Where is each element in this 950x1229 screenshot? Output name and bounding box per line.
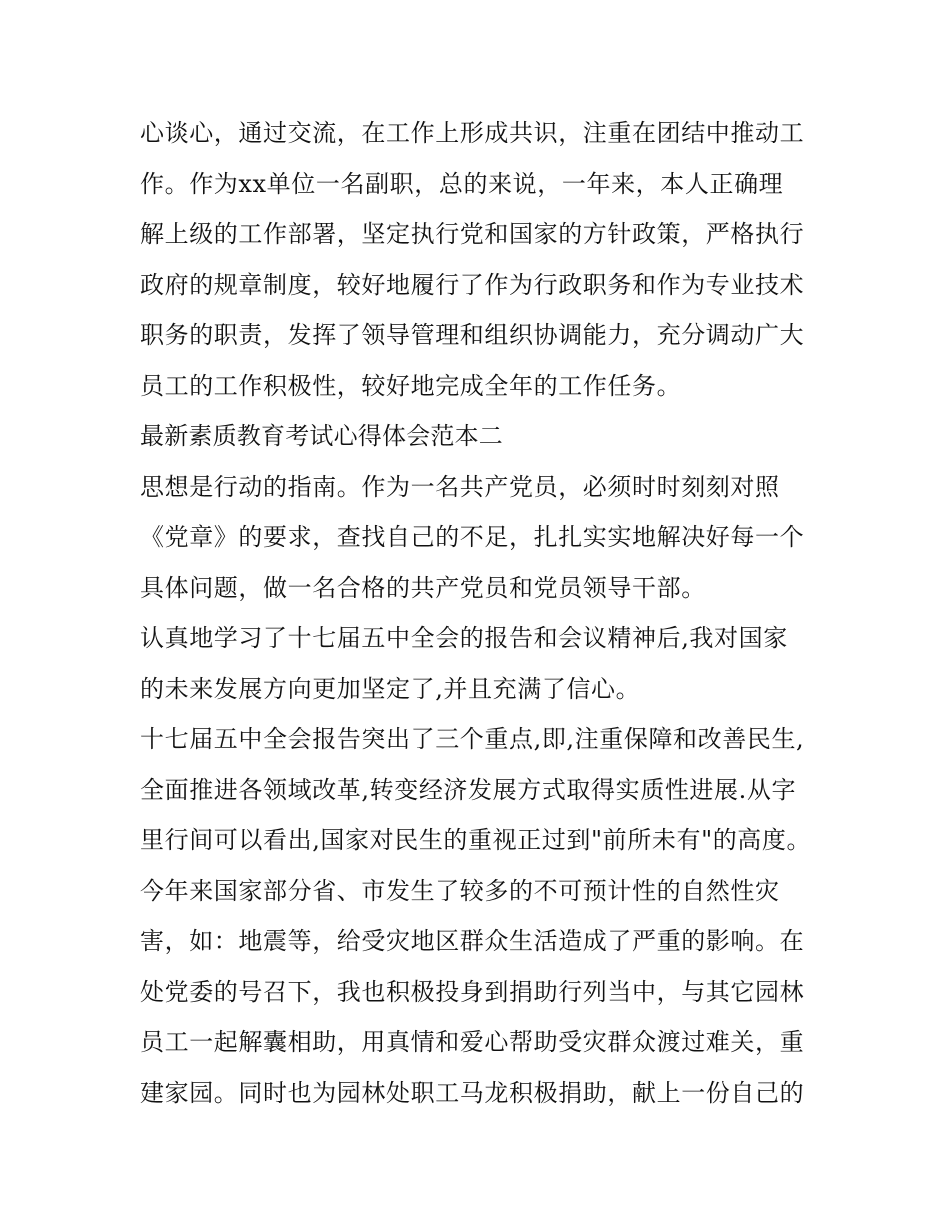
document-body bbox=[140, 108, 820, 1118]
text-line: 《党章》的要求，查找自己的不足，扎扎实实地解决好每一个 bbox=[140, 523, 805, 551]
section-heading: 最新素质教育考试心得体会范本二 bbox=[140, 422, 503, 450]
text-line: 处党委的号召下，我也积极投身到捐助行列当中，与其它园林 bbox=[140, 977, 805, 1006]
text-line: 害，如：地震等，给受灾地区群众生活造成了严重的影响。在 bbox=[140, 927, 805, 955]
text-line: 心谈心，通过交流，在工作上形成共识，注重在团结中推动工 bbox=[140, 119, 805, 147]
text-line: 思想是行动的指南。作为一名共产党员，必须时时刻刻对照 bbox=[140, 472, 780, 501]
text-line: 作。作为xx单位一名副职，总的来说，一年来，本人正确理 bbox=[140, 169, 784, 198]
text-line: 全面推进各领域改革,转变经济发展方式取得实质性进展.从字 bbox=[140, 775, 797, 804]
text-line: 认真地学习了十七届五中全会的报告和会议精神后,我对国家 bbox=[140, 624, 788, 652]
text-line: 今年来国家部分省、市发生了较多的不可预计性的自然性灾 bbox=[140, 876, 780, 905]
text-line: 建家园。同时也为园林处职工马龙积极捐助，献上一份自己的 bbox=[140, 1078, 805, 1107]
text-line: 解上级的工作部署，坚定执行党和国家的方针政策，严格执行 bbox=[140, 220, 805, 248]
text-line: 具体问题，做一名合格的共产党员和党员领导干部。 bbox=[140, 573, 706, 602]
text-line: 职务的职责，发挥了领导管理和组织协调能力，充分调动广大 bbox=[140, 321, 805, 349]
text-line: 的未来发展方向更加坚定了,并且充满了信心。 bbox=[140, 674, 641, 703]
text-line: 员工一起解囊相助，用真情和爱心帮助受灾群众渡过难关，重 bbox=[140, 1028, 805, 1056]
text-line: 里行间可以看出,国家对民生的重视正过到"前所未有"的高度。 bbox=[140, 826, 812, 854]
text-line: 十七届五中全会报告突出了三个重点,即,注重保障和改善民生, bbox=[140, 725, 805, 753]
text-line: 员工的工作积极性，较好地完成全年的工作任务。 bbox=[140, 371, 682, 400]
text-line: 政府的规章制度，较好地履行了作为行政职务和作为专业技术 bbox=[140, 270, 805, 299]
